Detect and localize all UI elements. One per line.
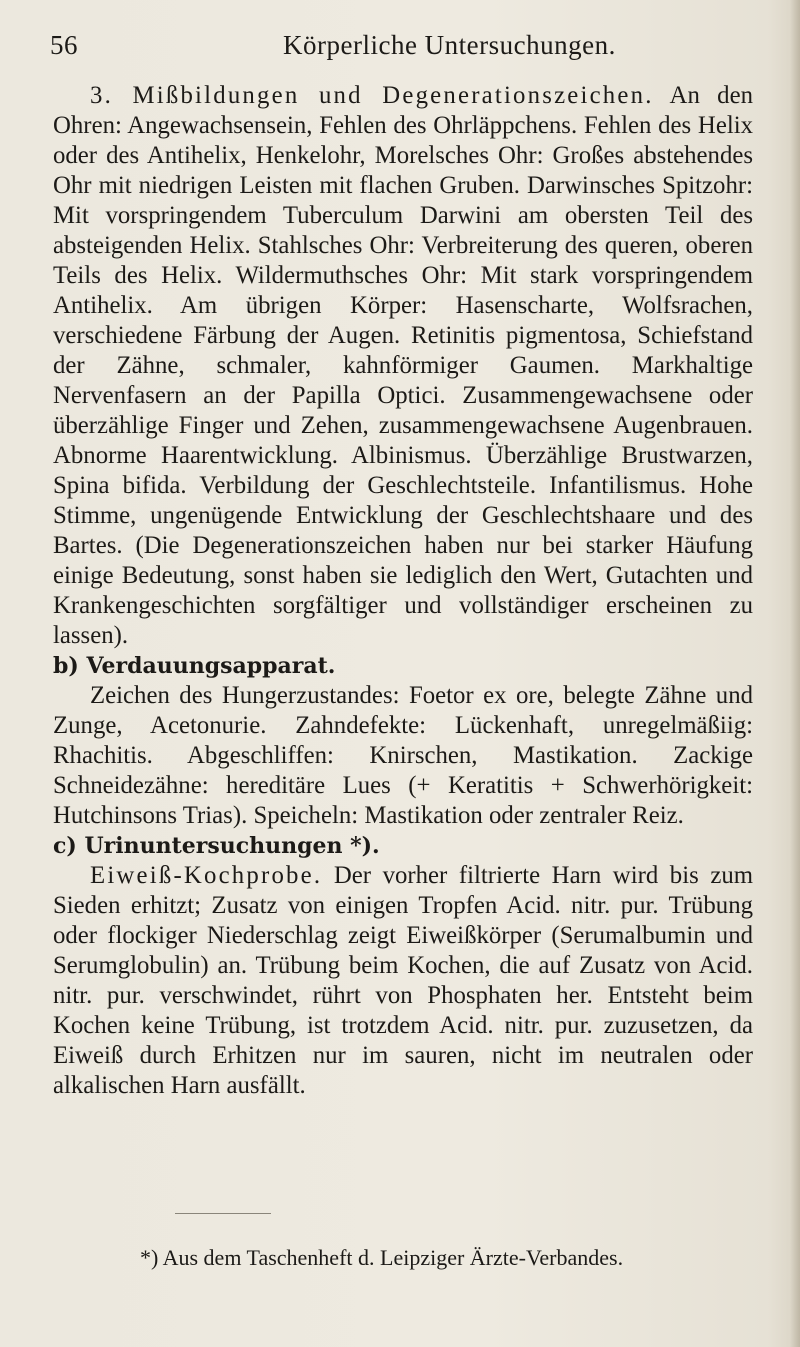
footnote: *) Aus dem Taschenheft d. Leipziger Ärzte-Verbandes.	[140, 1245, 624, 1270]
section-heading-urine: c) Urinuntersuchungen *).	[53, 833, 380, 859]
paragraph-lead: Eiweiß-Kochprobe.	[90, 862, 323, 889]
page-number: 56	[50, 30, 78, 60]
paragraph-text: An den Ohren: Angewachsensein, Fehlen des Ohrläppchens. Fehlen des Helix oder des Antihelix, Henkelohr, Morelsches Ohr: Großes abstehendes Ohr mit niedrigen Leisten mit flachen Gruben. Darwinsches Spitzohr: Mit vorspringendem Tuberculum Darwini am obersten Teil des absteigenden Helix. Stahlsches Ohr: Verbreiterung des queren, oberen Teils des Helix. Wildermuthsches Ohr: Mit stark vorspringendem Antihelix. Am übrigen Körper: Hasenscharte, Wolfsrachen, verschiedene Färbung der Augen. Retinitis pigmentosa, Schiefstand der Zähne, schmaler, kahnförmiger Gaumen. Markhaltige Nervenfasern an der Papilla Optici. Zusammengewachsene oder überzählige Finger und Zehen, zusammengewachsene Augenbrauen. Abnorme Haarentwicklung. Albinismus. Überzählige Brustwarzen, Spina bifida. Verbildung der Geschlechtsteile. Infantilismus. Hohe Stimme, ungenügende Entwicklung der Geschlechtshaare und des Bartes. (Die Degenerationszeichen haben nur bei starker Häufung einige Bedeutung, sonst haben sie lediglich den Wert, Gutachten und Krankengeschichten sorgfältiger und vollständiger erscheinen zu lassen).	[53, 82, 753, 649]
paragraph-lead: 3. Mißbildungen und Degenerationszeichen.	[90, 82, 654, 109]
page-header	[50, 30, 756, 70]
paragraph-protein-test	[53, 861, 753, 1101]
paragraph-digestive: Zeichen des Hungerzustandes: Foetor ex ore, belegte Zähne und Zunge, Acetonurie. Zahndefekte: Lückenhaft, unregelmäßiig: Rhachitis. Abgeschliffen: Knirschen, Mastikation. Zackige Schneidezähne: hereditäre Lues (+ Keratitis + Schwerhörigkeit: Hutchinsons Trias). Speicheln: Mastikation oder zentraler Reiz.	[53, 682, 753, 829]
paragraph-text: Der vorher filtrierte Harn wird bis zum Sieden erhitzt; Zusatz von einigen Tropfen Acid. nitr. pur. Trübung oder flockiger Niederschlag zeigt Eiweißkörper (Serumalbumin und Serumglobulin) an. Trübung beim Kochen, die auf Zusatz von Acid. nitr. pur. verschwindet, rührt von Phosphaten her. Entsteht beim Kochen keine Trübung, ist trotzdem Acid. nitr. pur. zuzusetzen, da Eiweiß durch Erhitzen nur im sauren, nicht im neutralen oder alkalischen Harn ausfällt.	[53, 862, 754, 1099]
footnote-divider	[175, 1213, 271, 1214]
page-edge-shadow	[790, 0, 800, 1347]
running-head: Körperliche Untersuchungen.	[283, 30, 616, 60]
paragraph-degeneration-signs	[53, 81, 753, 651]
page-body	[53, 81, 753, 1101]
section-heading-digestive: b) Verdauungsapparat.	[53, 653, 336, 679]
